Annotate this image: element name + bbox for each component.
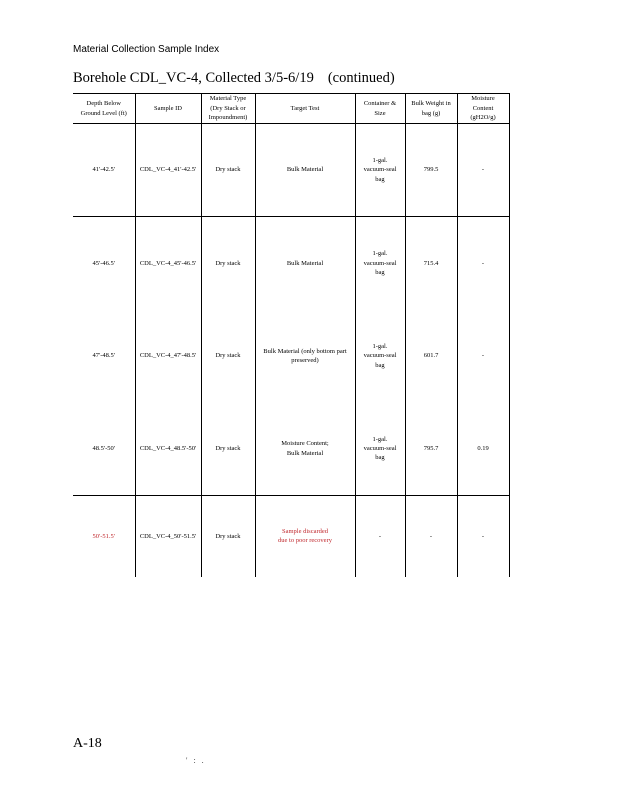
cell-material: Dry stack — [201, 217, 255, 310]
cell-sample-id: CDL_VC-4_47'-48.5' — [135, 310, 201, 403]
document-header: Material Collection Sample Index — [73, 44, 220, 55]
cell-depth: 48.5'-50' — [73, 403, 135, 496]
col-header-target-test: Target Test — [255, 94, 355, 124]
table-row — [73, 124, 509, 217]
cell-material: Dry stack — [201, 496, 255, 577]
col-header-container: Container & Size — [355, 94, 405, 124]
footer-marks: ' : . — [186, 756, 206, 765]
cell-weight: 601.7 — [405, 310, 457, 403]
cell-depth: 47'-48.5' — [73, 310, 135, 403]
cell-moisture: - — [457, 496, 509, 577]
cell-moisture: - — [457, 124, 509, 217]
cell-target-test: Bulk Material — [255, 124, 355, 217]
cell-moisture: - — [457, 310, 509, 403]
cell-container: 1-gal. vacuum-seal bag — [355, 403, 405, 496]
cell-weight: 799.5 — [405, 124, 457, 217]
cell-container: 1-gal. vacuum-seal bag — [355, 217, 405, 310]
cell-sample-id: CDL_VC-4_45'-46.5' — [135, 217, 201, 310]
cell-sample-id: CDL_VC-4_41'-42.5' — [135, 124, 201, 217]
cell-depth: 50'-51.5' — [73, 496, 135, 577]
cell-sample-id: CDL_VC-4_50'-51.5' — [135, 496, 201, 577]
table-row — [73, 496, 509, 577]
cell-target-test: Bulk Material — [255, 217, 355, 310]
cell-weight: 795.7 — [405, 403, 457, 496]
cell-container: - — [355, 496, 405, 577]
cell-target-test: Bulk Material (only bottom part preserved) — [255, 310, 355, 403]
cell-depth: 41'-42.5' — [73, 124, 135, 217]
col-header-depth: Depth Below Ground Level (ft) — [73, 94, 135, 124]
col-header-moisture: Moisture Content (gH2O/g) — [457, 94, 509, 124]
page-number: A-18 — [73, 736, 102, 751]
table-row — [73, 403, 509, 496]
sample-index-table — [73, 93, 510, 577]
title-text: Borehole CDL_VC-4, Collected 3/5-6/19 — [73, 70, 314, 86]
col-header-material-type: Material Type (Dry Stack or Impoundment) — [201, 94, 255, 124]
cell-moisture: 0.19 — [457, 403, 509, 496]
title-suffix: (continued) — [327, 70, 395, 86]
cell-container: 1-gal. vacuum-seal bag — [355, 310, 405, 403]
cell-target-test: Moisture Content; Bulk Material — [255, 403, 355, 496]
cell-sample-id: CDL_VC-4_48.5'-50' — [135, 403, 201, 496]
cell-depth: 45'-46.5' — [73, 217, 135, 310]
cell-moisture: - — [457, 217, 509, 310]
page-title — [73, 70, 395, 87]
cell-container: 1-gal. vacuum-seal bag — [355, 124, 405, 217]
col-header-bulk-weight: Bulk Weight in bag (g) — [405, 94, 457, 124]
table-row — [73, 310, 509, 403]
cell-weight: 715.4 — [405, 217, 457, 310]
cell-weight: - — [405, 496, 457, 577]
cell-material: Dry stack — [201, 403, 255, 496]
table-row — [73, 217, 509, 310]
cell-material: Dry stack — [201, 310, 255, 403]
col-header-sample-id: Sample ID — [135, 94, 201, 124]
table-header-row — [73, 94, 509, 124]
cell-target-test: Sample discarded due to poor recovery — [255, 496, 355, 577]
cell-material: Dry stack — [201, 124, 255, 217]
